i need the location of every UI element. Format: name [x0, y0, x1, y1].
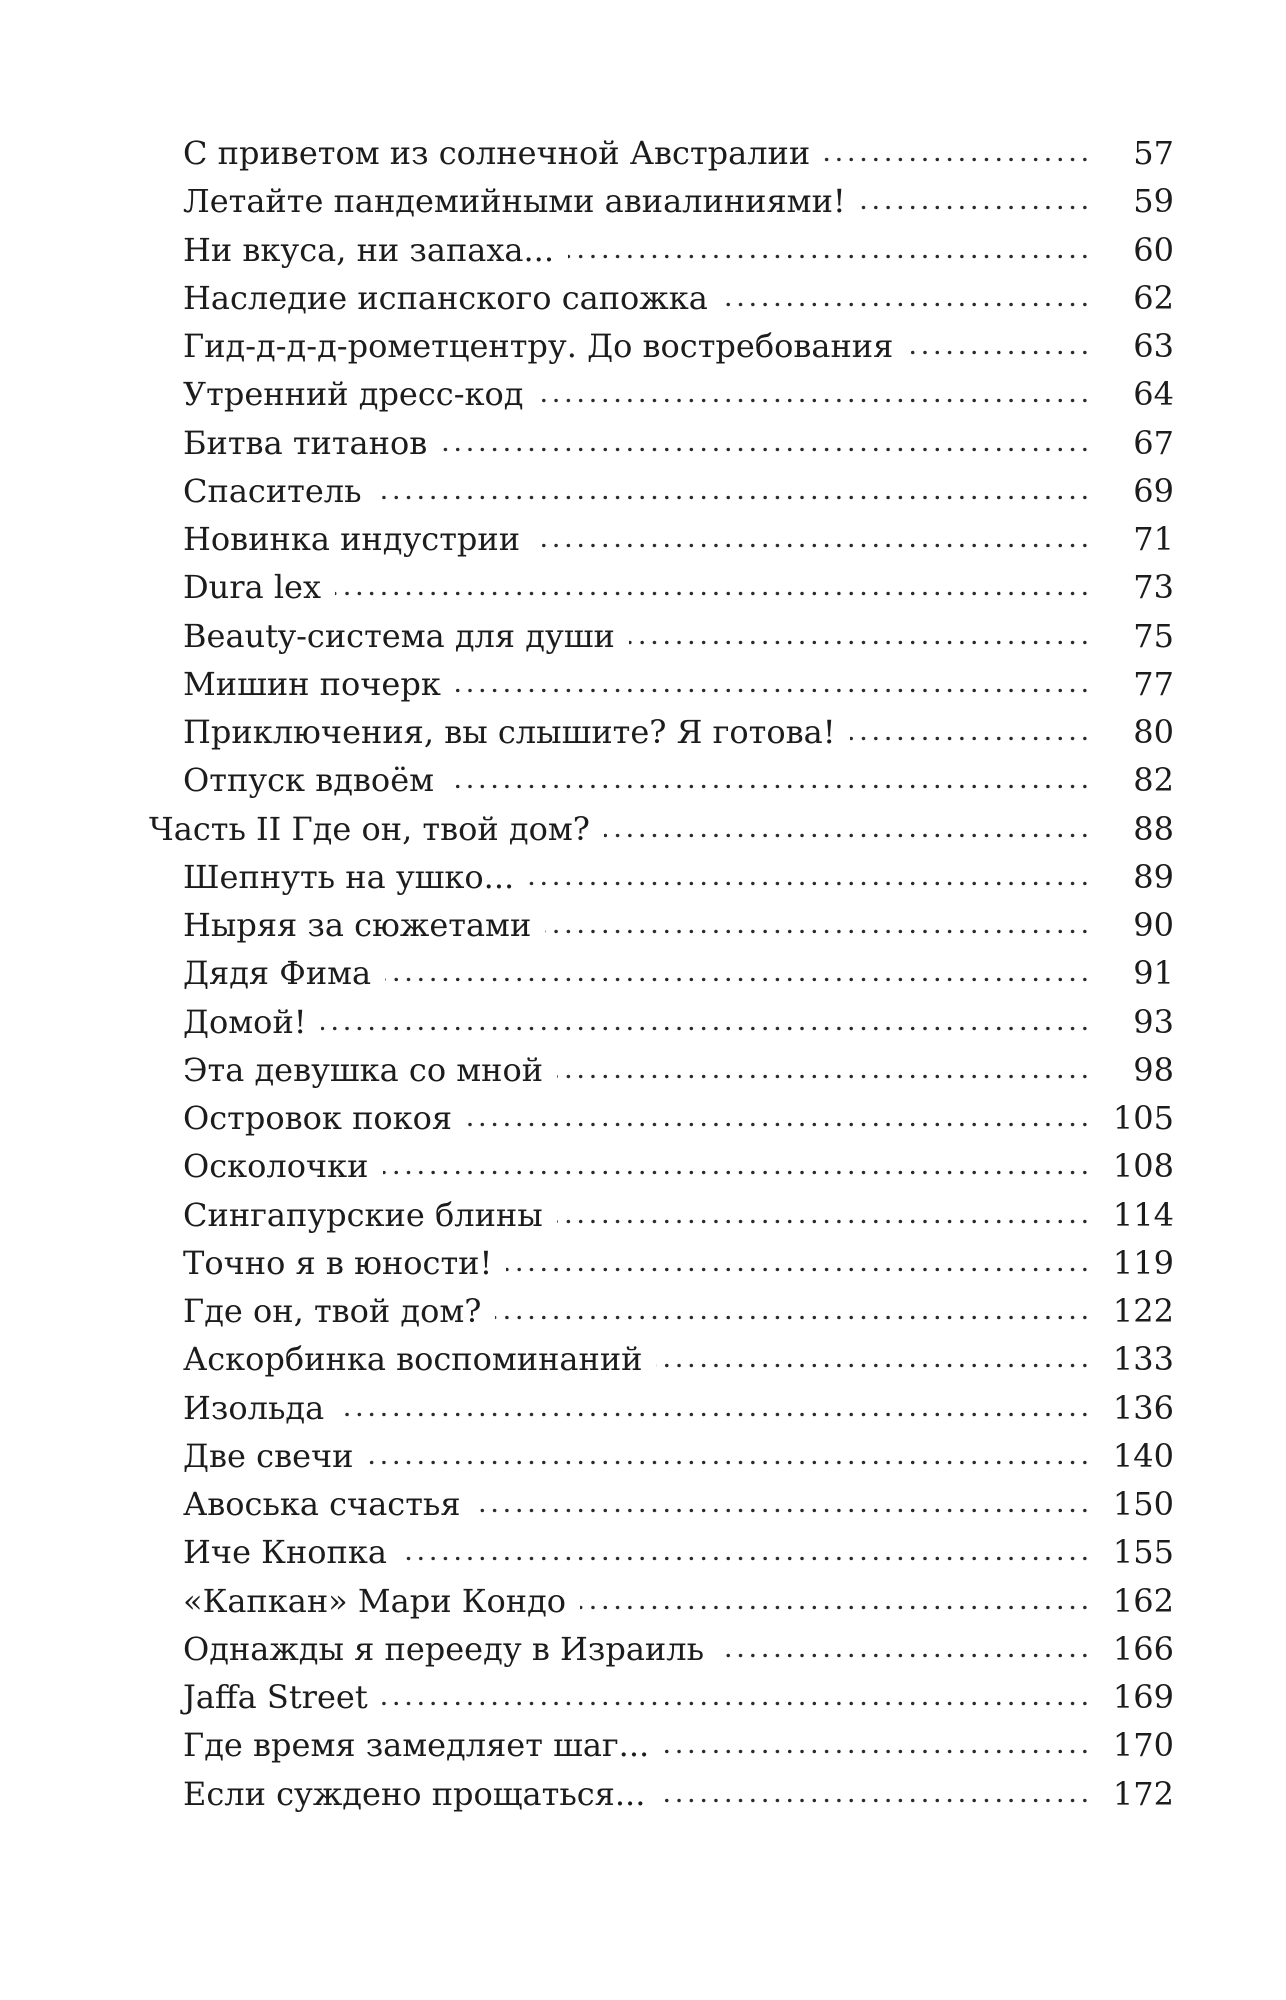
- toc-page-number: 93: [1133, 1002, 1174, 1041]
- toc-entry-title: Однажды я перееду в Израиль: [183, 1629, 704, 1668]
- toc-page-number: 155: [1112, 1533, 1174, 1572]
- toc-entry-title: Точно я в юности!: [183, 1243, 493, 1282]
- toc-page-number: 89: [1133, 857, 1174, 896]
- toc-dot-leader: [441, 447, 1091, 452]
- toc-dot-leader: [383, 1170, 1091, 1175]
- toc-entry-title: Две свечи: [183, 1436, 354, 1475]
- toc-entry: [0, 563, 1286, 611]
- toc-entry: [0, 853, 1286, 901]
- toc-dot-leader: [475, 1508, 1091, 1513]
- toc-page-number: 67: [1133, 423, 1174, 462]
- toc-page-number: 75: [1133, 616, 1174, 655]
- toc-page-number: 82: [1133, 761, 1174, 800]
- toc-page-number: 73: [1133, 568, 1174, 607]
- toc-dot-leader: [722, 302, 1091, 307]
- toc-page-number: 119: [1112, 1243, 1174, 1282]
- toc-dot-leader: [604, 833, 1091, 838]
- toc-entry-title: Если суждено прощаться...: [183, 1774, 646, 1813]
- toc-entry-title: Где время замедляет шаг...: [183, 1726, 650, 1765]
- toc-dot-leader: [506, 1267, 1091, 1272]
- toc-page-number: 133: [1112, 1340, 1174, 1379]
- toc-dot-leader: [534, 543, 1091, 548]
- toc-entry: [0, 226, 1286, 274]
- toc-entry-title: Jaffa Street: [183, 1678, 368, 1716]
- toc-page-number: 60: [1133, 230, 1174, 269]
- toc-entry-title: Аскорбинка воспоминаний: [183, 1340, 643, 1379]
- toc-entry: [0, 1287, 1286, 1335]
- toc-dot-leader: [401, 1556, 1091, 1561]
- toc-dot-leader: [824, 157, 1091, 162]
- toc-page-number: 169: [1112, 1678, 1174, 1716]
- toc-entry: [0, 274, 1286, 322]
- toc-entry-title: Эта девушка со мной: [183, 1050, 544, 1089]
- toc-page-number: 77: [1133, 664, 1174, 703]
- toc-entry-title: Битва титанов: [183, 423, 428, 462]
- toc-page-number: 140: [1112, 1436, 1174, 1475]
- toc-entry-title: Летайте пандемийными авиалиниями!: [183, 182, 846, 221]
- toc-entry-title: Ныряя за сюжетами: [183, 906, 532, 944]
- toc-dot-leader: [663, 1749, 1091, 1754]
- toc-dot-leader: [545, 929, 1091, 934]
- toc-part-entry: [0, 805, 1286, 853]
- toc-dot-leader: [568, 254, 1091, 259]
- toc-dot-leader: [385, 977, 1091, 982]
- toc-dot-leader: [335, 591, 1091, 596]
- toc-entry: [0, 1239, 1286, 1287]
- toc-dot-leader: [850, 736, 1091, 741]
- toc-entry-title: Новинка индустрии: [183, 520, 521, 558]
- toc-entry-title: Наследие испанского сапожка: [183, 278, 708, 317]
- toc-entry-title: Осколочки: [183, 1147, 369, 1186]
- toc-entry: [0, 1480, 1286, 1528]
- toc-entry: [0, 756, 1286, 804]
- toc-entry: [0, 998, 1286, 1046]
- toc-entry-title: Где он, твой дом?: [183, 1292, 482, 1330]
- toc-dot-leader: [537, 398, 1091, 403]
- toc-entry-title: Dura lex: [183, 568, 322, 607]
- toc-page-number: 91: [1133, 954, 1174, 993]
- toc-entry: [0, 1432, 1286, 1480]
- toc-dot-leader: [321, 1026, 1091, 1031]
- toc-entry: [0, 1384, 1286, 1432]
- toc-entry: [0, 177, 1286, 225]
- toc-entry: [0, 1770, 1286, 1818]
- toc-entry: [0, 1673, 1286, 1721]
- toc-entry: [0, 322, 1286, 370]
- toc-entry-title: Сингапурские блины: [183, 1195, 543, 1234]
- toc-entry: [0, 612, 1286, 660]
- toc-entry-title: Приключения, вы слышите? Я готова!: [183, 713, 836, 751]
- toc-entry-title: Ни вкуса, ни запаха...: [183, 230, 554, 269]
- toc-page-number: 150: [1112, 1485, 1174, 1523]
- toc-page-number: 122: [1112, 1292, 1174, 1330]
- toc-entry: [0, 1142, 1286, 1190]
- toc-page-number: 108: [1112, 1147, 1174, 1186]
- toc-dot-leader: [557, 1219, 1091, 1224]
- toc-entry: [0, 370, 1286, 418]
- toc-entry-title: С приветом из солнечной Австралии: [183, 134, 811, 172]
- toc-dot-leader: [466, 1122, 1091, 1127]
- toc-entry-title: Иче Кнопка: [183, 1533, 387, 1572]
- toc-entry: [0, 660, 1286, 708]
- toc-page-number: 136: [1112, 1388, 1174, 1427]
- toc-entry: [0, 1721, 1286, 1769]
- toc-dot-leader: [718, 1653, 1091, 1658]
- toc-page-number: 166: [1112, 1629, 1174, 1668]
- toc-dot-leader: [368, 1460, 1091, 1465]
- toc-dot-leader: [629, 640, 1091, 645]
- toc-entry-title: Мишин почерк: [183, 664, 441, 703]
- table-of-contents: [0, 129, 1286, 1818]
- toc-entry-title: Домой!: [183, 1002, 307, 1041]
- toc-entry-title: Beauty-система для души: [183, 616, 615, 655]
- toc-page-number: 71: [1133, 520, 1174, 558]
- toc-page-number: 57: [1133, 134, 1174, 172]
- toc-entry-title: Дядя Фима: [183, 954, 372, 993]
- toc-page-number: 69: [1133, 471, 1174, 510]
- toc-page-number: 80: [1133, 713, 1174, 751]
- toc-entry-title: Авоська счастья: [183, 1485, 461, 1523]
- toc-dot-leader: [557, 1074, 1091, 1079]
- toc-page-number: 90: [1133, 906, 1174, 944]
- toc-page-number: 64: [1133, 375, 1174, 414]
- toc-dot-leader: [580, 1605, 1091, 1610]
- toc-entry: [0, 1046, 1286, 1094]
- toc-dot-leader: [448, 784, 1091, 789]
- toc-entry-title: Отпуск вдвоём: [183, 761, 435, 800]
- toc-entry-title: Шепнуть на ушко...: [183, 857, 515, 896]
- toc-dot-leader: [382, 1701, 1091, 1706]
- toc-entry-title: Спаситель: [183, 471, 362, 510]
- toc-entry: [0, 949, 1286, 997]
- toc-entry: [0, 1625, 1286, 1673]
- toc-entry: [0, 1577, 1286, 1625]
- toc-page-number: 98: [1133, 1050, 1174, 1089]
- toc-entry: [0, 1191, 1286, 1239]
- toc-page-number: 162: [1112, 1581, 1174, 1620]
- toc-page-number: 63: [1133, 327, 1174, 365]
- toc-page-number: 170: [1112, 1726, 1174, 1765]
- toc-page-number: 172: [1112, 1774, 1174, 1813]
- toc-entry-title: Утренний дресс-код: [183, 375, 524, 414]
- toc-entry-title: Часть II Где он, твой дом?: [149, 809, 590, 848]
- toc-dot-leader: [528, 881, 1091, 886]
- toc-dot-leader: [495, 1315, 1091, 1320]
- toc-page-number: 114: [1112, 1195, 1174, 1234]
- toc-dot-leader: [656, 1363, 1091, 1368]
- toc-entry: [0, 1528, 1286, 1576]
- toc-entry: [0, 1335, 1286, 1383]
- toc-entry-title: Гид-д-д-д-рометцентру. До востребования: [183, 327, 894, 365]
- toc-dot-leader: [376, 495, 1091, 500]
- toc-page-number: 62: [1133, 278, 1174, 317]
- toc-dot-leader: [860, 205, 1091, 210]
- toc-entry-title: «Капкан» Мари Кондо: [183, 1581, 567, 1620]
- toc-dot-leader: [907, 350, 1091, 355]
- toc-entry: [0, 1094, 1286, 1142]
- toc-entry: [0, 419, 1286, 467]
- toc-entry: [0, 515, 1286, 563]
- toc-entry: [0, 708, 1286, 756]
- toc-entry-title: Изольда: [183, 1388, 325, 1427]
- toc-page-number: 88: [1133, 809, 1174, 848]
- toc-entry: [0, 467, 1286, 515]
- toc-dot-leader: [659, 1798, 1091, 1803]
- toc-entry: [0, 129, 1286, 177]
- toc-entry-title: Островок покоя: [183, 1099, 453, 1137]
- toc-dot-leader: [338, 1412, 1091, 1417]
- toc-dot-leader: [455, 688, 1091, 693]
- toc-page-number: 105: [1112, 1099, 1174, 1137]
- toc-page-number: 59: [1133, 182, 1174, 221]
- toc-entry: [0, 901, 1286, 949]
